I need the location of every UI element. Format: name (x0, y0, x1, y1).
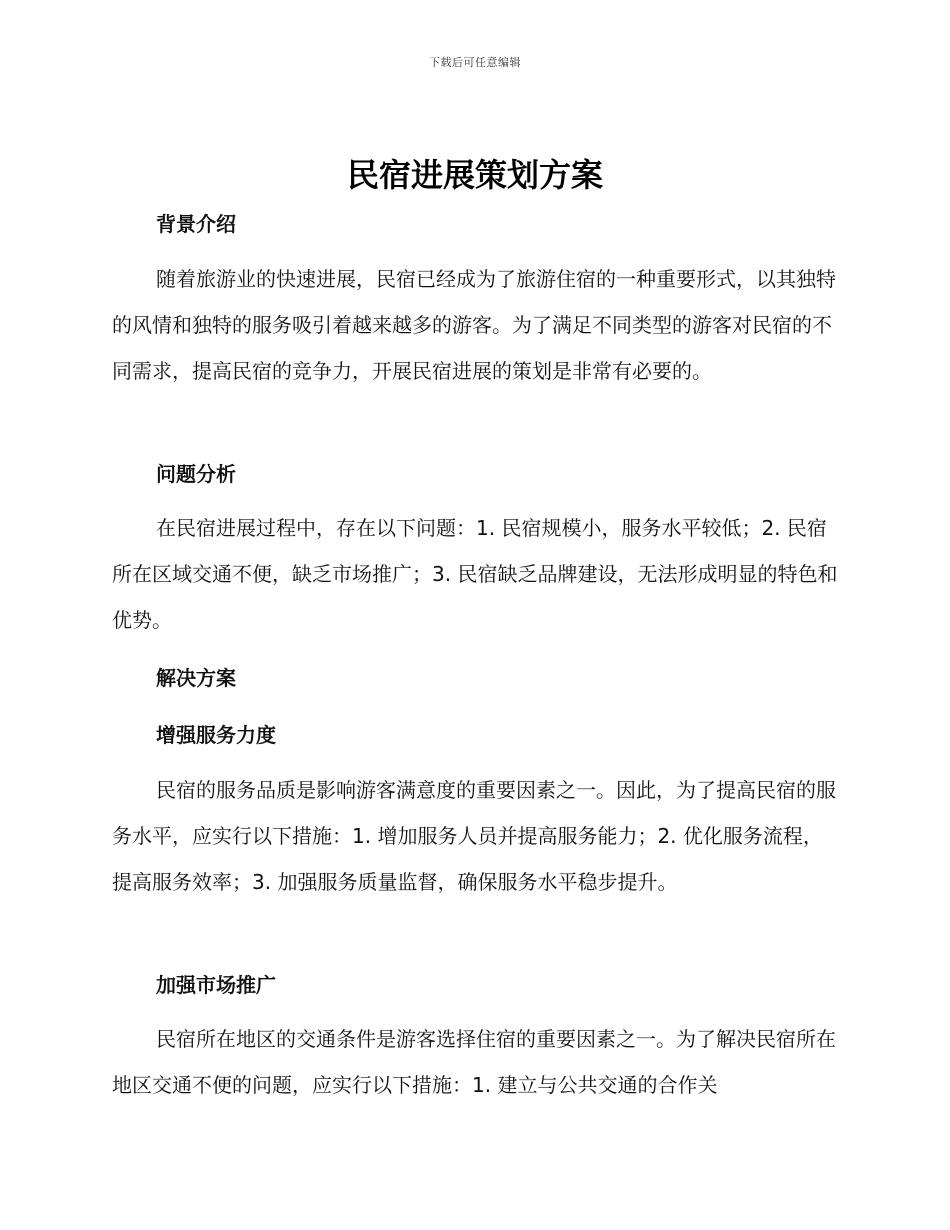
heading-service: 增强服务力度 (156, 723, 276, 747)
paragraph-service: 民宿的服务品质是影响游客满意度的重要因素之一。因此，为了提高民宿的服务水平，应实行以下措施：1. 增加服务人员并提高服务能力；2. 优化服务流程，提高服务效率；3. 加强服务质量监督，确保服务水平稳步提升。 (112, 778, 836, 894)
heading-marketing: 加强市场推广 (156, 973, 276, 997)
heading-problems: 问题分析 (156, 462, 236, 486)
heading-background: 背景介绍 (156, 212, 236, 236)
header-note: 下载后可任意编辑 (429, 56, 521, 69)
paragraph-marketing: 民宿所在地区的交通条件是游客选择住宿的重要因素之一。为了解决民宿所在地区交通不便的问题，应实行以下措施：1. 建立与公共交通的合作关 (112, 1027, 836, 1097)
document-title: 民宿进展策划方案 (346, 156, 603, 194)
paragraph-background: 随着旅游业的快速进展，民宿已经成为了旅游住宿的一种重要形式，以其独特的风情和独特的服务吸引着越来越多的游客。为了满足不同类型的游客对民宿的不同需求，提高民宿的竞争力，开展民宿进展的策划是非常有必要的。 (112, 267, 836, 383)
paragraph-problems: 在民宿进展过程中，存在以下问题：1. 民宿规模小，服务水平较低；2. 民宿所在区域交通不便，缺乏市场推广；3. 民宿缺乏品牌建设，无法形成明显的特色和优势。 (112, 516, 838, 632)
heading-solutions: 解决方案 (156, 666, 236, 690)
